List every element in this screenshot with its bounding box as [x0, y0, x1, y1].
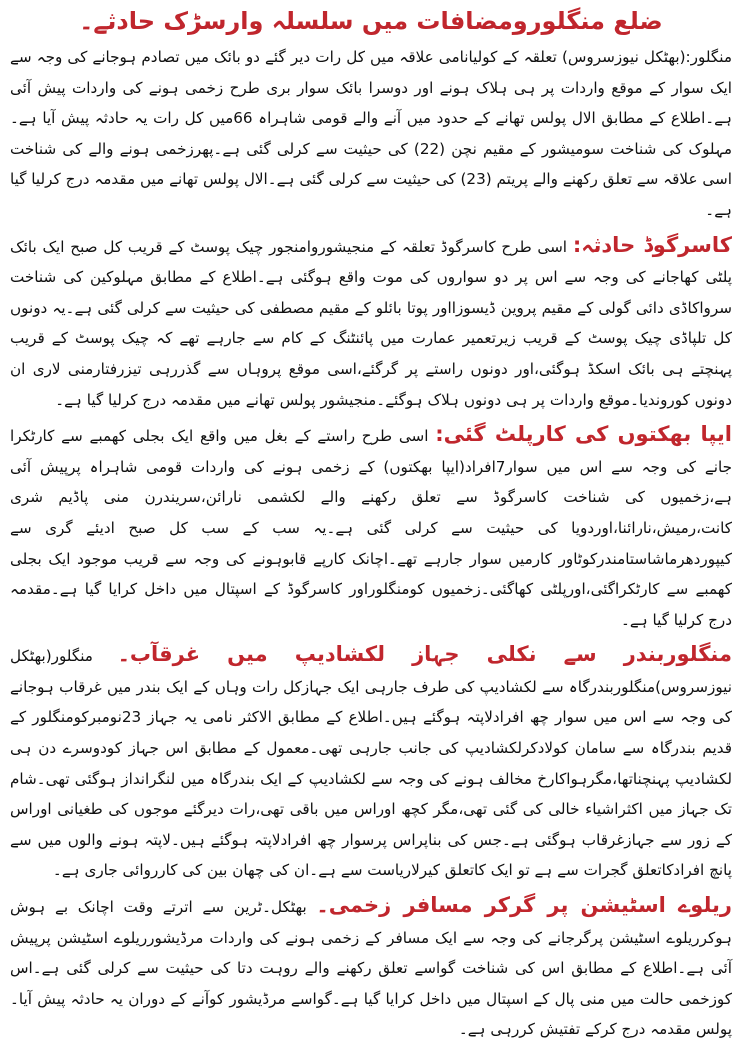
news-item-body: اسی طرح راستے کے بغل میں واقع ایک بجلی کھمبے سے کارٹکرا جانے کی وجہ سے اس میں سوار7افراد(ایپا بھکتوں) کے زخمی ہونے کی واردات قومی شاہراہ پرپیش آئی ہے،زخمیوں کی شناخت کاسرگوڈ سے تعلق رکھنے والے لکشمی نارائن،سریندرن منی پاڈیم شری کانت،رمیش،نارائنا،اوردویا کی حیثیت سے کرلی گئی ہے۔یہ سب کے سب کل صبح ادیئے گری سے کیپوردھرماشاستامندرکوٹاور کارمیں سوار جارہے تھے۔اچانک کارپے قابوہونے کی وجہ سے قریب موجود ایک بجلی کھمبے سے کارٹکراگئی،اورپلٹی کھاگئی۔زخمیوں کومنگلوراور کاسرگوڈ کے اسپتال میں داخل کرایا گیا ہے۔مقدمہ درج کرلیا گیا ہے۔ — [10, 427, 733, 629]
news-item-body: منگلور:(بھٹکل نیوزسروس) تعلقہ کے کولیانامی علاقہ میں کل رات دیر گئے دو بائک میں تصادم ہوجانے کی وجہ سے ایک سوار کے موقع واردات پر ہی ہلاک ہونے اور دوسرا بائک سوار بری طرح زخمی ہونے کی واردات پیش آئی ہے۔اطلاع کے مطابق الال پولس تھانے کے حدود میں آنے والے قومی شاہراہ 66میں کل رات یہ حادثہ پیش آیا ہے۔مہلوک کی شناخت سومیشور کے مقیم نچن (22) کی حیثیت سے کرلی گئی ہے۔پھرزخمی ہونے والے کی شناخت اسی علاقہ سے تعلق رکھنے والے پریتم (23) کی حیثیت سے کرلی گئی ہے۔الال پولس تھانے میں مقدمہ درج کرلیا گیا ہے۔ — [10, 48, 732, 219]
news-heading: کاسرگوڈ حادثہ: — [572, 232, 732, 257]
news-item-body: منگلور(بھٹکل نیوزسروس)منگلوربندرگاہ سے لکشادیپ کی طرف جارہی ایک جہازکل رات وہاں کے ایک بندر میں غرقاب ہوجانے کی وجہ سے اس میں سوار چھ افرادلاپتہ ہوگئے ہیں۔اطلاع کے مطابق الاکثر نامی یہ جہاز 23نومبرکومنگلور کے قدیم بندرگاہ سے سامان کولادکرلکشادیپ کی جانب جارہی تھی۔معمول کے مطابق اس جہاز کودوسرے دن ہی لکشادیپ پہنچناتھا،مگرہواکارخ مخالف ہونے کی وجہ سے لکشادیپ کے ایک بندرگاہ میں لنگرانداز ہوگئی تھی۔شام تک جہاز میں اکثراشیاء خالی کی گئی تھی،مگر کچھ اوراس میں باقی تھی،رات دیرگئے موجوں کی طغیانی اوراس کے زور سے جہازغرقاب ہوگئی ہے۔جس کی بناپراس پرسوار چھ افرادلاپتہ ہوگئے ہیں۔لاپتہ ہونے والوں میں سے پانچ افرادکاتعلق گجرات سے ہے تو ایک کاتعلق کیرلاریاست سے ہے۔ان کی چھان بین کی کارروائی جاری ہے۔ — [10, 647, 732, 880]
news-item-body: بھٹکل۔ٹرین سے اترتے وقت اچانک بے ہوش ہوکرریلوے اسٹیشن پرگرجانے کی وجہ سے ایک مسافر کے زخمی ہونے کی واردات مرڈیشورریلوے اسٹیشن پرپیش آئی ہے۔اطلاع کے مطابق اس کی شناخت گواسے تعلق رکھنے والے روہت دتا کی حیثیت سے کرلی گئی ہے۔اس کوزخمی حالت میں منی پال کے اسپتال میں داخل کرایا گیا ہے۔گواسے مرڈیشور کوآنے کے دوران یہ حادثہ پیش آیا۔پولس مقدمہ درج کرکے تفتیش کررہی ہے۔ — [10, 898, 732, 1039]
news-heading: ایپا بھکتوں کی کارپلٹ گئی: — [435, 422, 733, 447]
news-heading: ریلوے اسٹیشن پر گرکر مسافر زخمی۔ — [316, 893, 733, 918]
news-heading: منگلوربندر سے نکلی جہاز لکشادیپ میں غرقآب۔ — [117, 642, 733, 667]
news-item-railway-station — [10, 890, 732, 1045]
news-item-body: اسی طرح کاسرگوڈ تعلقہ کے منجیشوروامنجور چیک پوسٹ کے قریب کل صبح ایک بائک پلٹی کھاجانے کی وجہ سے اس پر دو سواروں کی موت واقع ہوگئی ہے۔اطلاع کے مطابق مہلوکین کی شناخت سرواکاڈی دائی گولی کے مقیم پروین ڈیسوزااور پوتا بائلو کے مقیم مصطفی کی حیثیت سے کرلی گئی ہے۔یہ دونوں کل تلپاڈی چیک پوسٹ کے قریب زیرتعمیر عمارت میں پائنٹنگ کے کام سے جارہے تھے کہ چیک پوسٹ کے قریب پہنچتے ہی بائک اسکڈ ہوگئی،اور دونوں راستے پر گرگئے،اسی موقع پروہاں سے گذررہی تیزرفتارمنی لاری ان دونوں کوروندیا۔موقع واردات پر ہی دونوں ہلاک ہوگئے۔منجیشور پولس تھانے میں مقدمہ درج کرلیا گیا ہے۔ — [10, 237, 732, 409]
news-item-kasaragod-accident — [10, 230, 732, 416]
news-item-ayyappa-car — [10, 419, 732, 635]
news-item-mangalore-accident — [10, 42, 732, 226]
news-item-ship-sinking — [10, 639, 732, 886]
page-title: ضلع منگلورومضافات میں سلسلہ وارسڑک حادثے۔ — [79, 7, 663, 35]
